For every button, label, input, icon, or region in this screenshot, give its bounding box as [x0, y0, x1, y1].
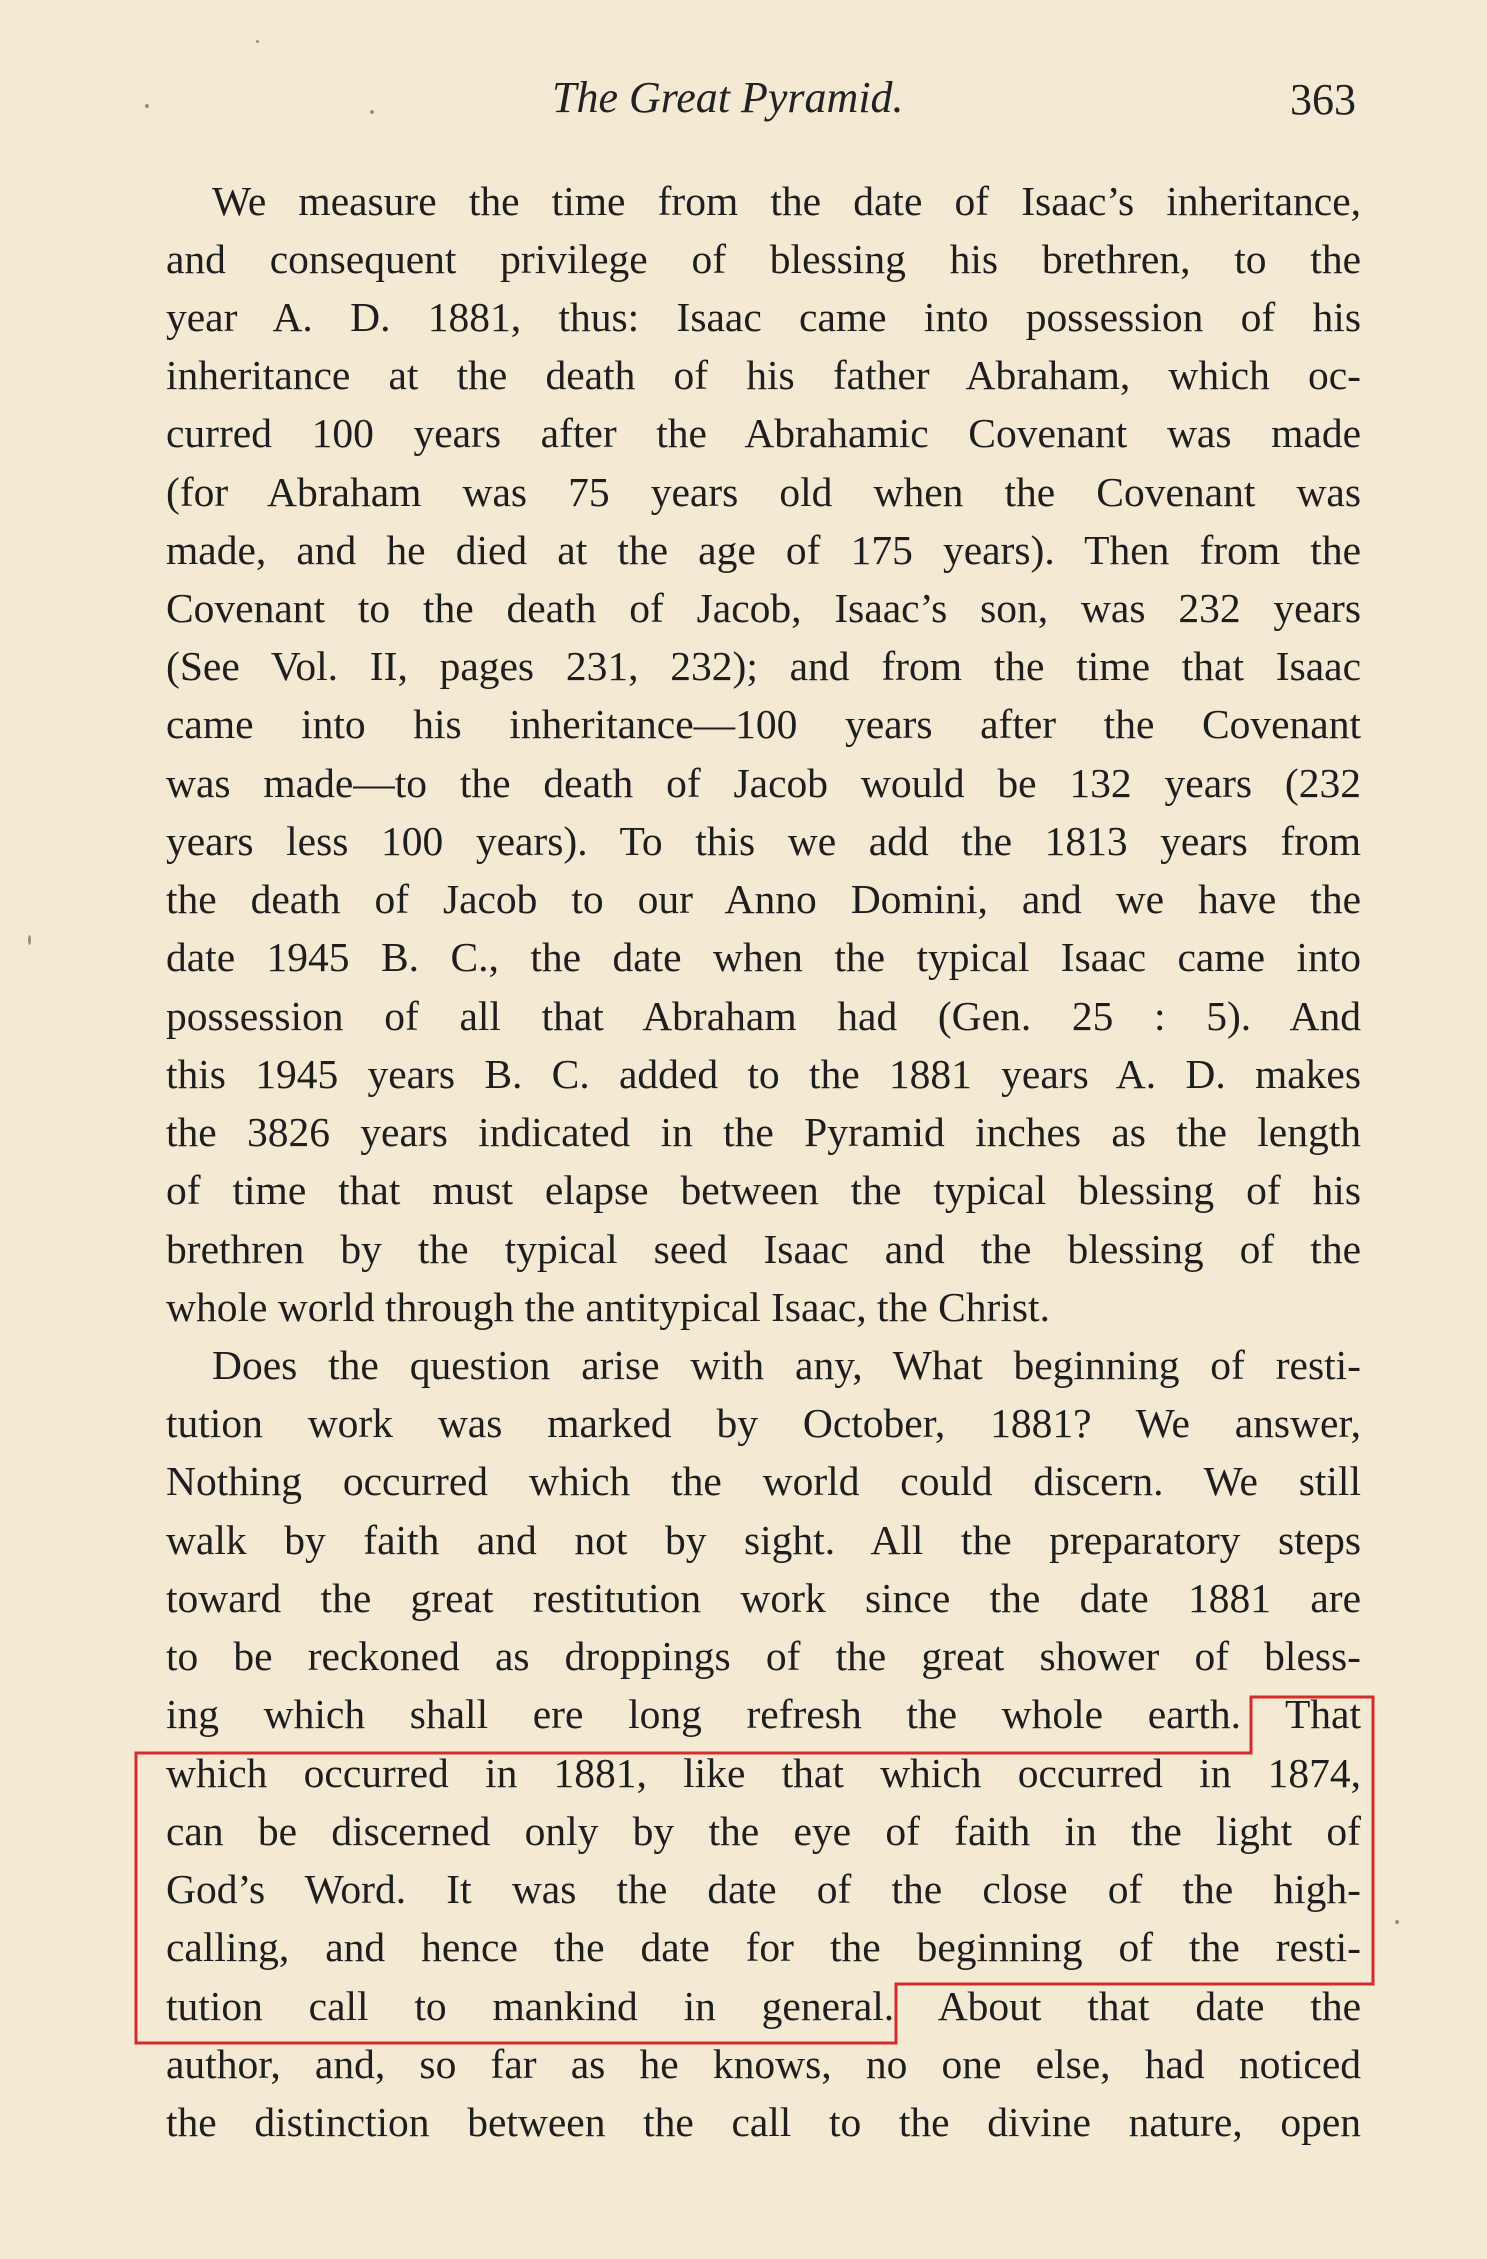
running-title: The Great Pyramid. — [552, 73, 904, 122]
text-line: tution call to mankind in general. About that date the — [166, 1983, 1361, 2029]
text-line: which occurred in 1881, like that which occurred in 1874, — [166, 1750, 1361, 1796]
text-line: the distinction between the call to the divine nature, open — [166, 2099, 1361, 2145]
text-line: date 1945 B. C., the date when the typical Isaac came into — [166, 934, 1361, 980]
text-line: was made—to the death of Jacob would be 132 years (232 — [166, 760, 1361, 806]
text-line: can be discerned only by the eye of faith in the light of — [166, 1808, 1361, 1854]
text-line: whole world through the antitypical Isaac, the Christ. — [166, 1284, 1050, 1330]
text-line: came into his inheritance—100 years after the Covenant — [166, 701, 1361, 747]
scan-speck — [145, 104, 149, 108]
text-line: to be reckoned as droppings of the great shower of bless- — [166, 1633, 1361, 1679]
scan-speck — [28, 935, 31, 945]
text-line: inheritance at the death of his father Abraham, which oc- — [166, 352, 1361, 398]
text-line: walk by faith and not by sight. All the preparatory steps — [166, 1517, 1361, 1563]
text-line: of time that must elapse between the typical blessing of his — [166, 1167, 1361, 1213]
text-line: years less 100 years). To this we add the 1813 years from — [166, 818, 1361, 864]
text-line: (See Vol. II, pages 231, 232); and from the time that Isaac — [166, 643, 1361, 689]
scan-speck — [370, 110, 374, 114]
text-line: We measure the time from the date of Isaac’s inheritance, — [212, 178, 1361, 224]
text-line: and consequent privilege of blessing his brethren, to the — [166, 236, 1361, 282]
text-line: (for Abraham was 75 years old when the Covenant was — [166, 469, 1361, 515]
text-line: author, and, so far as he knows, no one else, had noticed — [166, 2041, 1361, 2087]
text-line: God’s Word. It was the date of the close of the high- — [166, 1866, 1361, 1912]
text-line: the 3826 years indicated in the Pyramid inches as the length — [166, 1109, 1361, 1155]
text-line: year A. D. 1881, thus: Isaac came into possession of his — [166, 294, 1361, 340]
text-line: Covenant to the death of Jacob, Isaac’s son, was 232 years — [166, 585, 1361, 631]
text-line: calling, and hence the date for the beginning of the resti- — [166, 1924, 1361, 1970]
text-line: this 1945 years B. C. added to the 1881 years A. D. makes — [166, 1051, 1361, 1097]
text-line: Nothing occurred which the world could discern. We still — [166, 1458, 1361, 1504]
text-line: brethren by the typical seed Isaac and the blessing of the — [166, 1226, 1361, 1272]
text-line: made, and he died at the age of 175 years). Then from the — [166, 527, 1361, 573]
text-line: Does the question arise with any, What beginning of resti- — [212, 1342, 1361, 1388]
text-line: toward the great restitution work since the date 1881 are — [166, 1575, 1361, 1621]
text-line: possession of all that Abraham had (Gen. 25 : 5). And — [166, 993, 1361, 1039]
text-line: curred 100 years after the Abrahamic Covenant was made — [166, 410, 1361, 456]
text-line: the death of Jacob to our Anno Domini, and we have the — [166, 876, 1361, 922]
running-head — [0, 72, 1487, 142]
page-number: 363 — [1290, 75, 1356, 124]
scan-speck — [256, 40, 259, 43]
text-line: tution work was marked by October, 1881? We answer, — [166, 1400, 1361, 1446]
scan-speck — [1395, 1920, 1399, 1924]
text-line: ing which shall ere long refresh the whole earth. That — [166, 1691, 1361, 1737]
